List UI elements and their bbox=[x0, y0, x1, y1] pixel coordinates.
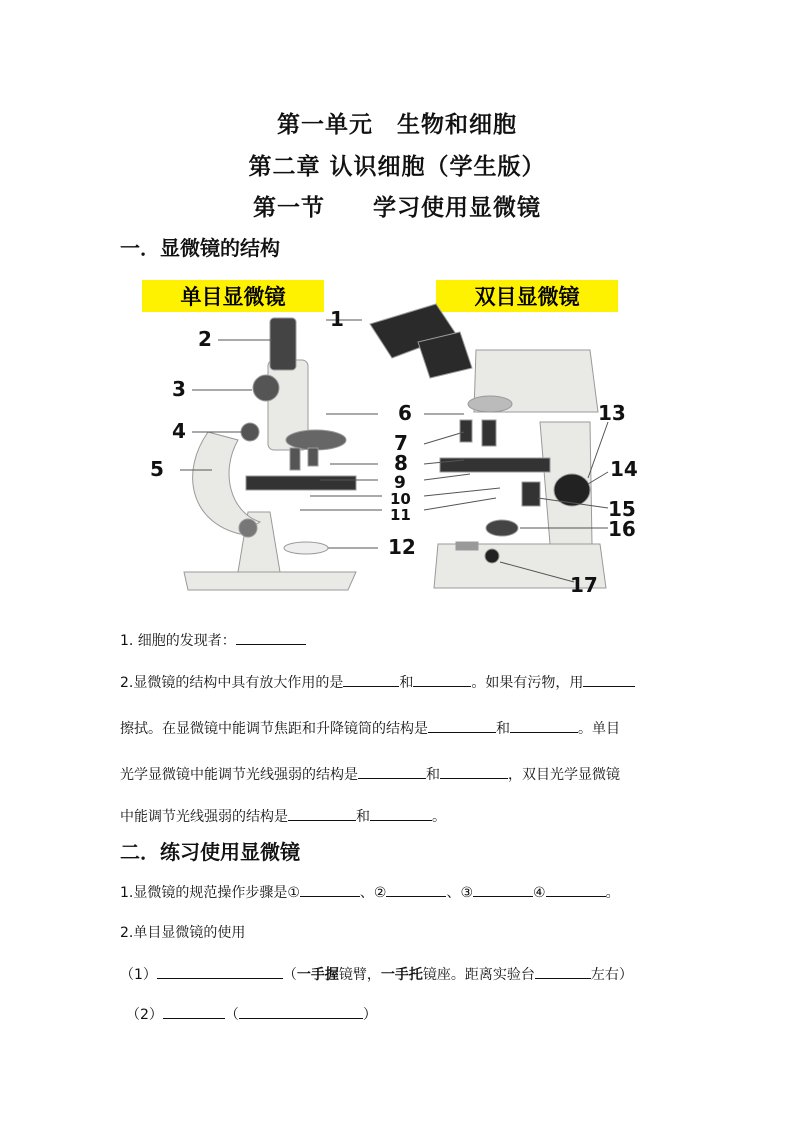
question-1 bbox=[120, 630, 306, 650]
question-2-line-2 bbox=[120, 718, 620, 738]
callout-1: 1 bbox=[330, 307, 344, 331]
section-heading-structure: 一．显微镜的结构 bbox=[120, 236, 280, 260]
callout-16: 16 bbox=[608, 517, 636, 541]
callout-10: 10 bbox=[390, 490, 411, 508]
q2-text: 和 bbox=[399, 675, 414, 691]
callout-11: 11 bbox=[390, 506, 411, 524]
q5-text: （1） bbox=[120, 967, 157, 983]
callout-8: 8 bbox=[394, 451, 408, 475]
q5-text: 镜座。距离实验台 bbox=[422, 967, 535, 983]
callout-9: 9 bbox=[394, 473, 406, 493]
q2-text: 。单目 bbox=[578, 721, 620, 737]
answer-blank[interactable] bbox=[440, 764, 508, 779]
answer-blank[interactable] bbox=[583, 672, 635, 687]
callout-12: 12 bbox=[388, 535, 416, 559]
callout-4: 4 bbox=[172, 419, 186, 443]
answer-blank[interactable] bbox=[300, 882, 360, 897]
q2-text: 和 bbox=[356, 809, 370, 825]
q3-text: 、② bbox=[359, 885, 387, 901]
q1-text: 1. 细胞的发现者： bbox=[120, 633, 236, 649]
answer-blank[interactable] bbox=[163, 1004, 225, 1019]
q3-text: 、③ bbox=[446, 885, 474, 901]
usage-heading: 2.单目显微镜的使用 bbox=[120, 925, 246, 941]
q2-text: ，双目光学显微镜 bbox=[508, 767, 620, 783]
answer-blank[interactable] bbox=[386, 882, 446, 897]
callout-17: 17 bbox=[570, 573, 598, 597]
q2-text: 中能调节光线强弱的结构是 bbox=[120, 809, 288, 825]
answer-blank[interactable] bbox=[546, 882, 606, 897]
q3-text: 1.显微镜的规范操作步骤是① bbox=[120, 885, 300, 901]
mono-label: 单目显微镜 bbox=[180, 285, 286, 309]
callout-6: 6 bbox=[398, 401, 412, 425]
q5-bold-text: 一手托 bbox=[380, 967, 423, 983]
steps-question bbox=[120, 882, 620, 902]
answer-blank[interactable] bbox=[288, 806, 356, 821]
question-2-line-4 bbox=[120, 806, 446, 826]
q2-text: 2.显微镜的结构中具有放大作用的是 bbox=[120, 675, 344, 691]
q6-text: ） bbox=[362, 1007, 377, 1023]
callout-3: 3 bbox=[172, 377, 186, 401]
callout-14: 14 bbox=[610, 457, 638, 481]
callout-15: 15 bbox=[608, 497, 636, 521]
usage-step-2 bbox=[126, 1004, 377, 1024]
question-2-line-3 bbox=[120, 764, 620, 784]
answer-blank[interactable] bbox=[358, 764, 426, 779]
answer-blank[interactable] bbox=[428, 718, 496, 733]
usage-step-1 bbox=[120, 964, 633, 984]
q2-text: 和 bbox=[496, 721, 510, 737]
q5-bold-text: 一手握 bbox=[296, 967, 339, 983]
answer-blank[interactable] bbox=[236, 630, 306, 645]
answer-blank[interactable] bbox=[413, 672, 471, 687]
unit-title: 第一单元 生物和细胞 bbox=[277, 112, 517, 138]
q5-text: 镜臂， bbox=[338, 967, 381, 983]
q2-text: 。 bbox=[432, 809, 446, 825]
q3-text: 。 bbox=[605, 885, 620, 901]
q6-text: （ bbox=[224, 1007, 239, 1023]
q6-text: （2） bbox=[126, 1007, 163, 1023]
answer-blank[interactable] bbox=[370, 806, 432, 821]
microscope-figure bbox=[120, 272, 680, 612]
q2-text: 和 bbox=[426, 767, 440, 783]
q2-text: 。如果有污物，用 bbox=[471, 675, 584, 691]
q5-text: （ bbox=[282, 967, 297, 983]
answer-blank[interactable] bbox=[510, 718, 578, 733]
q5-text: 左右） bbox=[590, 967, 633, 983]
callout-5: 5 bbox=[150, 457, 164, 481]
chapter-title: 第二章 认识细胞（学生版） bbox=[248, 154, 546, 180]
answer-blank[interactable] bbox=[343, 672, 399, 687]
callout-13: 13 bbox=[598, 401, 626, 425]
section-heading-practice: 二．练习使用显微镜 bbox=[120, 840, 300, 864]
answer-blank[interactable] bbox=[157, 964, 283, 979]
mono-microscope bbox=[184, 318, 356, 590]
callout-2: 2 bbox=[198, 327, 212, 351]
question-2-line-1 bbox=[120, 672, 635, 692]
q2-text: 擦拭。在显微镜中能调节焦距和升降镜筒的结构是 bbox=[120, 721, 428, 737]
answer-blank[interactable] bbox=[535, 964, 591, 979]
bino-label: 双目显微镜 bbox=[474, 285, 580, 309]
section-title: 第一节 学习使用显微镜 bbox=[253, 195, 541, 221]
answer-blank[interactable] bbox=[239, 1004, 363, 1019]
callout-7: 7 bbox=[394, 431, 408, 455]
q2-text: 光学显微镜中能调节光线强弱的结构是 bbox=[120, 767, 358, 783]
answer-blank[interactable] bbox=[473, 882, 533, 897]
q3-text: ④ bbox=[533, 885, 546, 901]
